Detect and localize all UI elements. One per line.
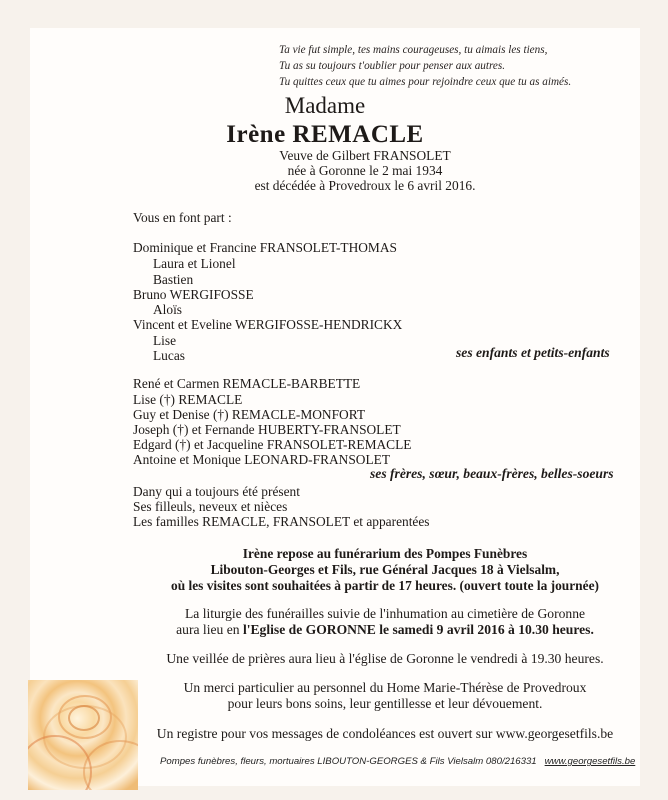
death-info: est décédée à Provedroux le 6 avril 2016. — [254, 178, 476, 193]
sibling-family: Antoine et Monique LEONARD-FRANSOLET — [133, 452, 391, 467]
grandchild: Aloïs — [153, 302, 183, 317]
child-family: Bruno WERGIFOSSE — [133, 287, 254, 302]
grandchild: Lucas — [153, 348, 185, 363]
other-mourner: Dany qui a toujours été présent — [133, 484, 300, 499]
grandchild: Laura et Lionel — [153, 256, 236, 271]
other-mourner: Ses filleuls, neveux et nièces — [133, 499, 288, 514]
birth-info: née à Goronne le 2 mai 1934 — [287, 163, 443, 178]
thanks-line: pour leurs bons soins, leur gentillesse et leur dévouement. — [227, 696, 543, 711]
poem-line: Ta vie fut simple, tes mains courageuses, tu aimais les tiens, — [279, 44, 548, 56]
thanks-line: Un merci particulier au personnel du Home Marie-Thérèse de Provedroux — [183, 680, 587, 695]
other-mourner: Les familles REMACLE, FRANSOLET et apparentées — [133, 514, 430, 529]
sibling-family: Guy et Denise (†) REMACLE-MONFORT — [133, 407, 366, 422]
register-notice: Un registre pour vos messages de condoléances est ouvert sur www.georgesetfils.be — [156, 726, 614, 741]
honorific: Madame — [284, 93, 366, 118]
poem-line: Tu quittes ceux que tu aimes pour rejoindre ceux que tu as aimés. — [279, 76, 572, 88]
grandchild: Lise — [153, 333, 177, 348]
siblings-relation: ses frères, sœur, beaux-frères, belles-soeurs — [370, 466, 614, 481]
sibling-family: Joseph (†) et Fernande HUBERTY-FRANSOLET — [133, 422, 401, 437]
footer-link[interactable]: www.georgesetfils.be — [544, 756, 636, 767]
poem-line: Tu as su toujours t'oublier pour penser aux autres. — [279, 60, 506, 72]
sibling-family: René et Carmen REMACLE-BARBETTE — [133, 376, 361, 391]
vigil-notice: Une veillée de prières aura lieu à l'église de Goronne le vendredi à 19.30 heures. — [166, 651, 604, 666]
children-relation: ses enfants et petits-enfants — [456, 345, 610, 360]
funerarium-line: Libouton-Georges et Fils, rue Général Jacques 18 à Vielsalm, — [210, 562, 560, 577]
deceased-name: Irène REMACLE — [226, 121, 424, 148]
grandchild: Bastien — [153, 272, 194, 287]
footer-text: Pompes funèbres, fleurs, mortuaires LIBOUTON-GEORGES & Fils Vielsalm 080/216331 — [160, 756, 537, 767]
footer — [160, 756, 635, 767]
sibling-family: Lise (†) REMACLE — [133, 392, 243, 407]
rose-image — [28, 680, 138, 790]
child-family: Vincent et Eveline WERGIFOSSE-HENDRICKX — [133, 317, 403, 332]
funerarium-line: Irène repose au funérarium des Pompes Funèbres — [242, 546, 528, 561]
widow-of: Veuve de Gilbert FRANSOLET — [279, 148, 451, 163]
child-family: Dominique et Francine FRANSOLET-THOMAS — [133, 240, 397, 255]
sibling-family: Edgard (†) et Jacqueline FRANSOLET-REMACLE — [133, 437, 412, 452]
liturgy-prefix: aura lieu en — [176, 622, 243, 637]
funerarium-line: où les visites sont souhaitées à partir de 17 heures. (ouvert toute la journée) — [171, 578, 599, 593]
poem — [279, 42, 571, 90]
liturgy-details: l'Eglise de GORONNE le samedi 9 avril 2016 à 10.30 heures. — [242, 622, 594, 637]
liturgy-line: La liturgie des funérailles suivie de l'inhumation au cimetière de Goronne — [184, 606, 586, 621]
liturgy-line — [120, 622, 650, 638]
intro: Vous en font part : — [133, 210, 232, 225]
